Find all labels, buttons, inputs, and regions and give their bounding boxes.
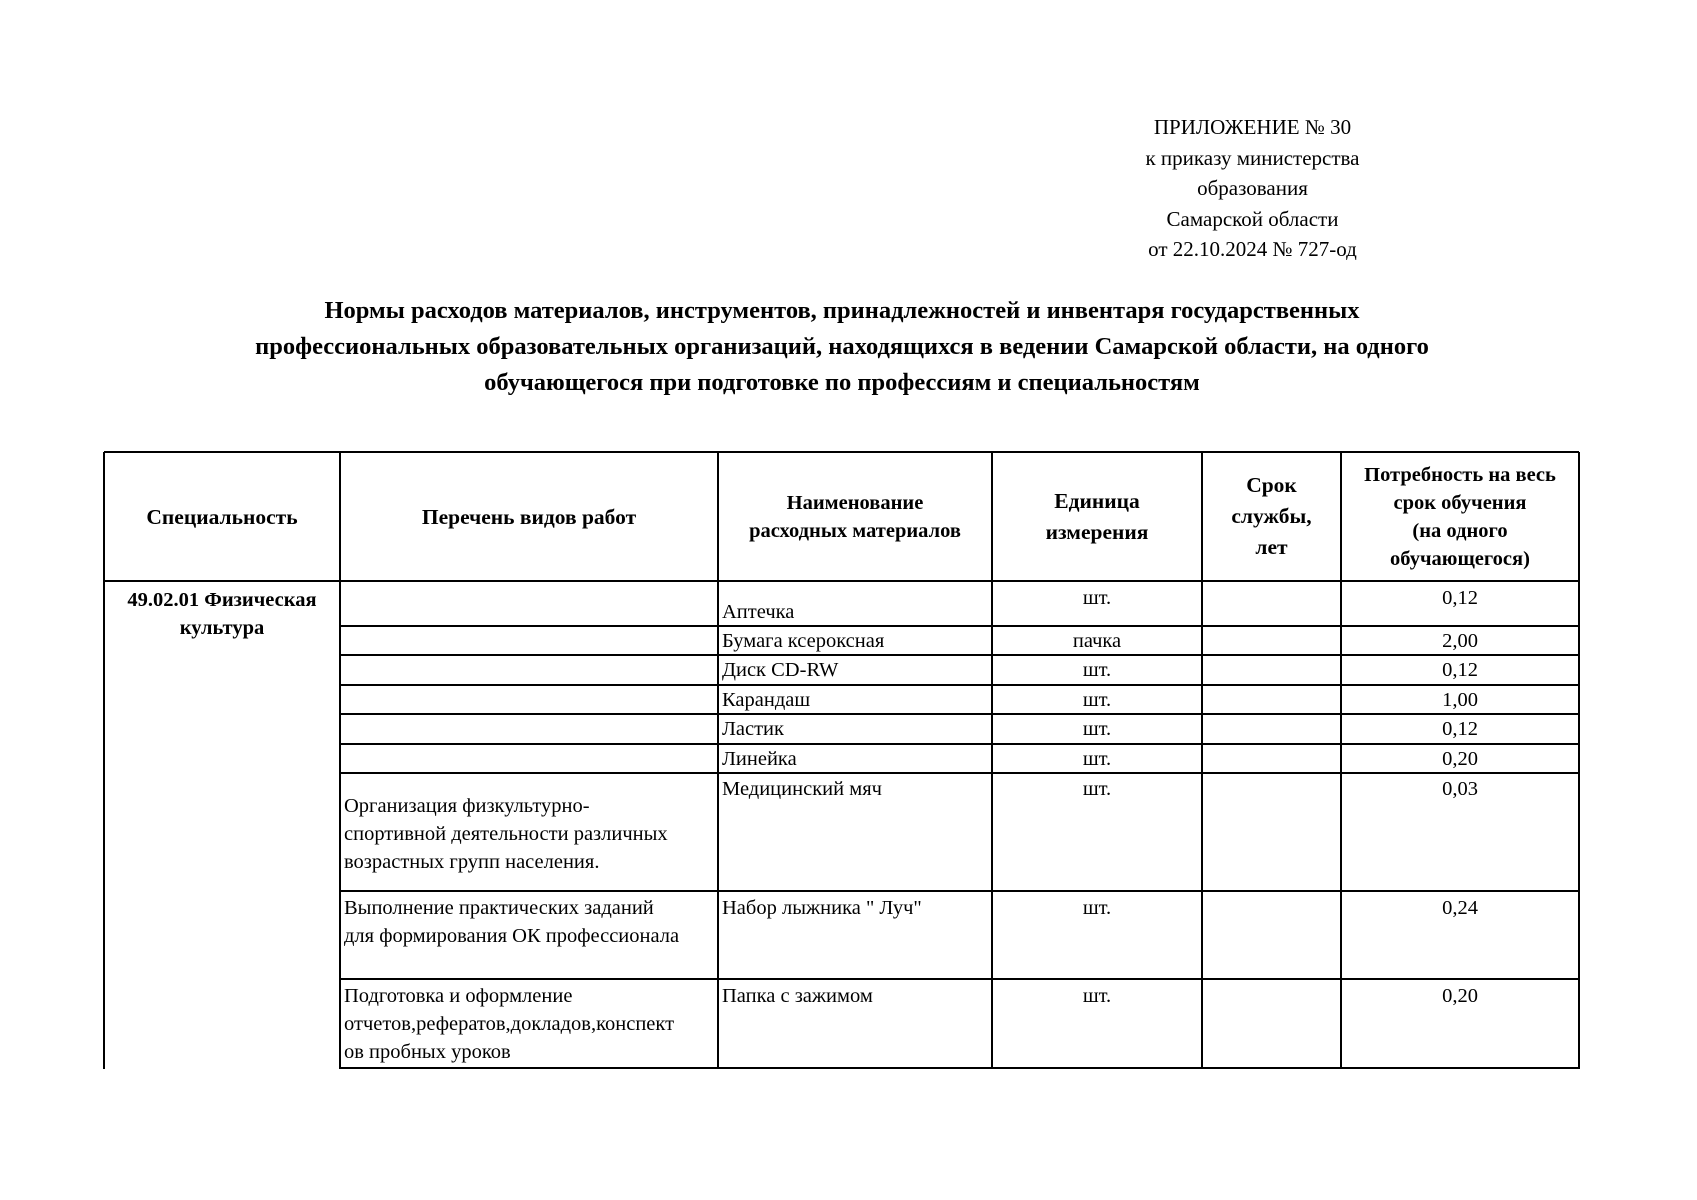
- work-line: ов пробных уроков: [344, 1041, 511, 1063]
- quantity-cell: 0,12: [1442, 587, 1478, 609]
- appendix-region: Самарской области: [1166, 206, 1339, 231]
- header-service-life-line3: лет: [1255, 535, 1288, 559]
- document-title: [104, 293, 1580, 401]
- unit-cell: шт.: [1082, 659, 1112, 681]
- appendix-order-ref: к приказу министерства: [1145, 145, 1360, 170]
- work-item-organization: [340, 792, 718, 876]
- material-cell: Ластик: [722, 718, 784, 740]
- work-line: для формирования ОК профессионала: [344, 925, 680, 947]
- unit-cell: пачка: [1072, 630, 1122, 652]
- header-specialty: [104, 452, 340, 581]
- material-cell: Аптечка: [722, 601, 795, 623]
- unit-cell: шт.: [1082, 718, 1112, 740]
- title-line-2: профессиональных образовательных организаций, находящихся в ведении Самарской области, на одного: [255, 333, 1429, 360]
- work-line: возрастных групп населения.: [344, 851, 600, 873]
- appendix-date-number: от 22.10.2024 № 727-од: [1148, 237, 1357, 261]
- work-line: Подготовка и оформление: [344, 985, 573, 1007]
- header-materials: [718, 452, 992, 581]
- header-unit-line1: Единица: [1054, 488, 1140, 513]
- material-cell: Папка с зажимом: [722, 985, 873, 1007]
- header-works: [340, 452, 718, 581]
- header-need: [1341, 452, 1579, 581]
- specialty-line2: культура: [179, 617, 265, 639]
- unit-cell: шт.: [1082, 587, 1112, 609]
- unit-cell: шт.: [1082, 897, 1112, 919]
- appendix-number: ПРИЛОЖЕНИЕ № 30: [1153, 115, 1352, 139]
- quantity-cell: 1,00: [1442, 689, 1478, 711]
- header-unit-line2: измерения: [1045, 519, 1149, 544]
- specialty-line1: 49.02.01 Физическая: [127, 589, 317, 611]
- quantity-cell: 0,12: [1442, 718, 1478, 740]
- material-cell: Медицинский мяч: [722, 778, 882, 800]
- material-cell: Линейка: [722, 748, 797, 770]
- unit-cell: шт.: [1082, 778, 1112, 800]
- material-cell: Карандаш: [722, 689, 811, 711]
- header-service-life-line2: службы,: [1231, 504, 1312, 528]
- unit-cell: шт.: [1082, 985, 1112, 1007]
- quantity-cell: 0,12: [1442, 659, 1478, 681]
- header-unit: [992, 452, 1202, 581]
- header-need-line3: (на одного: [1412, 519, 1508, 542]
- work-line: отчетов,рефератов,докладов,конспект: [344, 1013, 675, 1035]
- header-need-line1: Потребность на весь: [1364, 463, 1556, 486]
- specialty-cell: [104, 584, 340, 642]
- title-line-3: обучающегося при подготовке по профессиям и специальностям: [484, 369, 1200, 396]
- header-specialty-label: Специальность: [146, 504, 298, 529]
- header-materials-line2: расходных материалов: [749, 519, 961, 542]
- quantity-cell: 0,20: [1442, 985, 1478, 1007]
- header-need-line2: срок обучения: [1393, 491, 1527, 514]
- quantity-cell: 0,20: [1442, 748, 1478, 770]
- quantity-cell: 2,00: [1442, 630, 1478, 652]
- work-line: спортивной деятельности различных: [344, 823, 668, 845]
- material-cell: Диск CD-RW: [722, 659, 839, 681]
- header-works-label: Перечень видов работ: [421, 504, 637, 529]
- work-item-practical-tasks: [340, 894, 718, 950]
- unit-cell: шт.: [1082, 689, 1112, 711]
- material-cell: Набор лыжника " Луч": [722, 897, 922, 919]
- header-materials-line1: Наименование: [786, 491, 924, 514]
- appendix-block: [1100, 112, 1405, 265]
- material-cell: Бумага ксероксная: [722, 630, 885, 652]
- title-line-1: Нормы расходов материалов, инструментов, принадлежностей и инвентаря государственных: [324, 297, 1360, 324]
- unit-cell: шт.: [1082, 748, 1112, 770]
- work-line: Выполнение практических заданий: [344, 897, 654, 919]
- work-line: Организация физкультурно-: [344, 795, 590, 817]
- quantity-cell: 0,03: [1442, 778, 1478, 800]
- quantity-cell: 0,24: [1442, 897, 1478, 919]
- header-need-line4: обучающегося): [1390, 547, 1530, 570]
- appendix-ministry: образования: [1197, 176, 1308, 200]
- header-service-life: [1202, 452, 1341, 581]
- work-item-reports: [340, 982, 718, 1066]
- header-service-life-line1: Срок: [1246, 473, 1297, 497]
